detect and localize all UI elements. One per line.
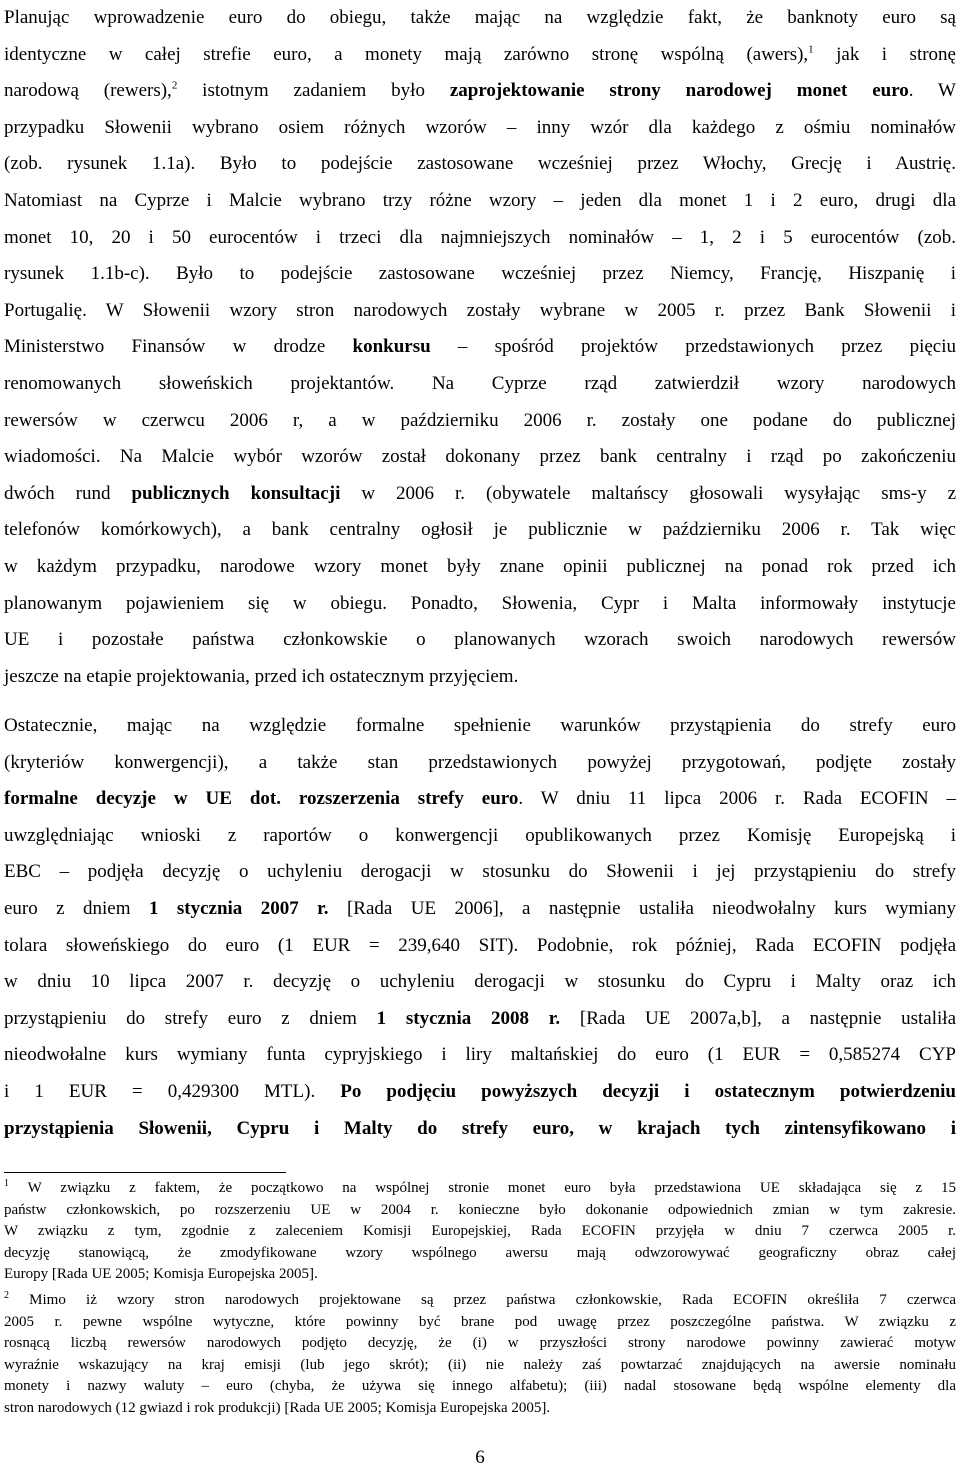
footnote-line [4,1376,956,1398]
text-run: renomowanych słoweńskich projektantów. Na Cyprze rząd zatwierdził wzory narodowych [4,372,956,394]
text-run: w dniu 10 lipca 2007 r. decyzję o uchyleniu derogacji w stosunku do Cypru i Malty oraz ich [4,971,956,993]
footnote-2 [4,1290,956,1420]
text-run: tolara słoweńskiego do euro (1 EUR = 239,640 SIT). Podobnie, rok później, Rada ECOFIN podjęła [4,934,956,956]
text-run: dwóch rund [4,482,132,504]
paragraph-line [4,708,956,745]
paragraph-line [4,0,956,37]
paragraph-line [4,329,956,366]
paragraph-line [4,622,956,659]
body-paragraph-ecofin-decisions [4,708,956,1147]
text-run: rysunek 1.1b-c). Było to podejście zastosowane wcześniej przez Niemcy, Francję, Hiszpanię i [4,263,956,285]
text-run: 2005 r. pewne wspólne wytyczne, które powinny być brane pod uwagę przez poszczególne państwa. W związku z [4,1313,956,1330]
footnote-1 [4,1178,956,1286]
paragraph-line [4,366,956,403]
paragraph-line [4,256,956,293]
text-run: Europy [Rada UE 2005; Komisja Europejska 2005]. [4,1266,318,1283]
text-run: Ministerstwo Finansów w drodze [4,336,353,358]
paragraph-line [4,781,956,818]
text-run: monety i nazwy waluty – euro (chyba, że używa się innego alfabetu); (iii) nadal stosowane będą wspólne elementy dla [4,1378,956,1395]
text-run: istotnym zadaniem było [177,80,450,102]
bold-text: 1 stycznia 2008 r. [376,1007,561,1029]
text-run: Ostatecznie, mając na względzie formalne spełnienie warunków przystąpienia do strefy euro [4,715,956,736]
text-run: W związku z tym, zgodnie z zaleceniem Komisji Europejskiej, Rada ECOFIN przyjęła w dniu 7 czerwca 2005 r. [4,1223,956,1240]
text-run: identyczne w całej strefie euro, a monety mają zarówno stronę wspólną (awers), [4,43,809,65]
paragraph-line [4,818,956,855]
text-run: Planując wprowadzenie euro do obiegu, także mając na względzie fakt, że banknoty euro są [4,7,956,28]
text-run: EBC – podjęła decyzję o uchyleniu derogacji w stosunku do Słowenii i jej przystąpieniu do strefy [4,861,956,883]
text-run: [Rada UE 2007a,b], a następnie ustaliła [560,1007,957,1029]
footnote-line [4,1178,956,1200]
paragraph-line [4,928,956,965]
text-run: rewersów w czerwcu 2006 r, a w październiku 2006 r. zostały one podane do publicznej [4,409,956,431]
bold-text: publicznych konsultacji [131,482,341,504]
paragraph-line [4,1111,956,1148]
paragraph-line [4,110,956,147]
bold-text: formalne decyzje w UE dot. rozszerzenia strefy euro [4,788,519,810]
text-run: (kryteriów konwergencji), a także stan przedstawionych powyżej przygotowań, podjęte zostały [4,751,956,773]
text-run: planowanym pojawieniem się w obiegu. Ponadto, Słowenia, Cypr i Malta informowały instytucje [4,592,956,614]
text-run: UE i pozostałe państwa członkowskie o planowanych wzorach swoich narodowych rewersów [4,629,956,651]
text-run: (zob. rysunek 1.1a). Było to podejście zastosowane wcześniej przez Włochy, Grecję i Austrię. [4,153,956,175]
bold-text: przystąpienia Słowenii, Cypru i Malty do strefy euro, w krajach tych zintensyfikowano i [4,1117,956,1139]
footnote-marker: 2 [4,1290,9,1301]
paragraph-line [4,476,956,513]
footnote-marker: 2 [171,79,178,92]
body-paragraph-coin-design [4,0,956,695]
text-run: w każdym przypadku, narodowe wzory monet były znane opinii publicznej na ponad rok przed ich [4,555,956,577]
footnote-line [4,1221,956,1243]
paragraph-line [4,403,956,440]
footnote-line [4,1290,956,1312]
bold-text: 1 stycznia 2007 r. [148,897,329,919]
text-run: decyzję stanowiącą, że zmodyfikowane wzory wspólnego awersu mają odwzorowywać geograficzny obraz całej [4,1244,956,1261]
footnote-line [4,1398,956,1420]
bold-text: konkursu [352,336,431,358]
footnote-line [4,1355,956,1377]
text-run: w 2006 r. (obywatele maltańscy głosowali wysyłając sms-y z [340,482,957,504]
paragraph-line [4,854,956,891]
paragraph-line [4,293,956,330]
text-run: – spośród projektów przedstawionych przez pięciu [430,336,957,358]
paragraph-line [4,439,956,476]
text-run: . W [908,80,956,102]
text-run: euro z dniem [4,897,149,919]
paragraph-line [4,73,956,110]
text-run: wiadomości. Na Malcie wybór wzorów został dokonany przez bank centralny i rząd po zakończeniu [4,446,956,468]
paragraph-line [4,512,956,549]
text-run: Natomiast na Cyprze i Malcie wybrano trzy różne wzory – jeden dla monet 1 i 2 euro, drugi dla [4,189,956,211]
text-run: narodową (rewers), [4,80,172,102]
text-run: i 1 EUR = 0,429300 MTL). [4,1080,341,1102]
footnote-marker: 1 [808,43,814,56]
text-run: stron narodowych (12 gwiazd i rok produkcji) [Rada UE 2005; Komisja Europejska 2005]. [4,1399,551,1416]
text-run: nieodwołalne kurs wymiany funta cypryjskiego i liry maltańskiej do euro (1 EUR = 0,585274 CYP [4,1044,956,1066]
paragraph-line [4,745,956,782]
text-run: przystąpieniu do strefy euro z dniem [4,1007,377,1029]
footnote-line [4,1243,956,1265]
text-run: monet 10, 20 i 50 eurocentów i trzeci dla najmniejszych nominałów – 1, 2 i 5 eurocentów (zob. [4,226,956,248]
footnote-line [4,1200,956,1222]
paragraph-line [4,549,956,586]
text-run: jak i stronę [813,43,956,65]
text-run: Portugalię. W Słowenii wzory stron narodowych zostały wybrane w 2005 r. przez Bank Słowenii i [4,299,956,321]
text-run: wyraźnie wskazujący na kraj emisji (lub jego skrót); (ii) nie należy zaś powtarzać znajdujących na awersie nominału [4,1356,956,1373]
footnote-marker: 1 [4,1178,9,1189]
text-run: państw członkowskich, po rozszerzeniu UE w 2004 r. konieczne było dokonanie odpowiednich zmian w tym zakresie. [4,1201,956,1218]
paragraph-line [4,37,956,74]
bold-text: zaprojektowanie strony narodowej monet euro [449,80,909,102]
text-run: rosnącą liczbą rewersów narodowych podjęto decyzję, że (i) w przyszłości strony narodowe powinny zawierać motyw [4,1335,956,1352]
footnote-line [4,1333,956,1355]
paragraph-line [4,220,956,257]
text-run: jeszcze na etapie projektowania, przed ich ostatecznym przyjęciem. [4,665,519,687]
page-number: 6 [475,1447,485,1468]
paragraph-line [4,964,956,1001]
text-run: przypadku Słowenii wybrano osiem różnych wzorów – inny wzór dla każdego z ośmiu nominałów [4,116,956,138]
footnote-separator [4,1172,286,1173]
text-run: W związku z faktem, że początkowo na wspólnej stronie monet euro była przedstawiona UE składająca się z 15 [9,1180,956,1196]
paragraph-line [4,1001,956,1038]
paragraph-line [4,1074,956,1111]
paragraph-line [4,586,956,623]
paragraph-line [4,659,956,696]
paragraph-line [4,1037,956,1074]
paragraph-line [4,183,956,220]
footnote-line [4,1312,956,1334]
bold-text: Po podjęciu powyższych decyzji i ostatecznym potwierdzeniu [340,1080,956,1102]
paragraph-line [4,891,956,928]
footnote-line [4,1264,956,1286]
text-run: uwzględniając wnioski z raportów o konwergencji opublikowanych przez Komisję Europejską i [4,824,956,846]
text-run: . W dniu 11 lipca 2006 r. Rada ECOFIN – [518,788,956,810]
text-run: telefonów komórkowych), a bank centralny ogłosił je publicznie w październiku 2006 r. Tak więc [4,519,956,541]
text-run: [Rada UE 2006], a następnie ustaliła nieodwołalny kurs wymiany [328,897,956,919]
paragraph-line [4,146,956,183]
text-run: Mimo iż wzory stron narodowych projektowane są przez państwa członkowskie, Rada ECOFIN określiła 7 czerwca [9,1292,956,1308]
